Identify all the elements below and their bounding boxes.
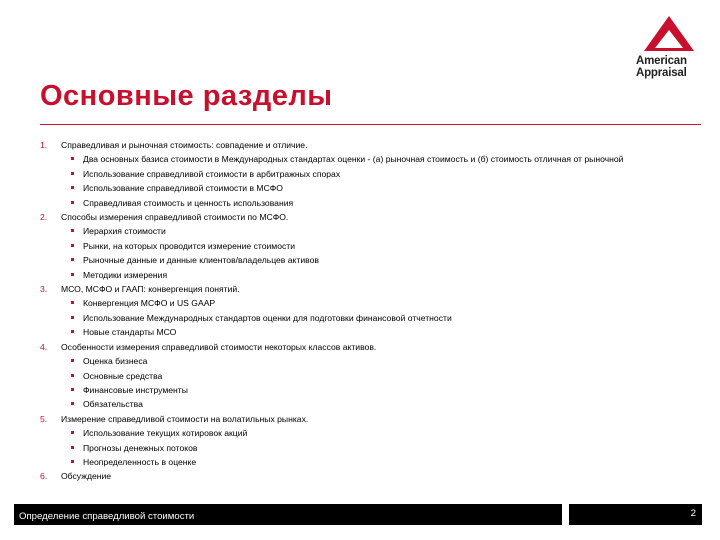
bullet-square-icon [71,201,74,204]
bullet-square-icon [71,460,74,463]
footer-bar [14,504,562,525]
list-item-text: Использование справедливой стоимости в МСФО [83,183,283,194]
list-item-text: Финансовые инструменты [83,384,188,395]
logo-wordmark [636,55,702,79]
title-divider [40,124,701,125]
section-number: 5. [40,413,48,424]
list-item [61,239,700,253]
bullet-square-icon [71,374,74,377]
bullet-square-icon [71,258,74,261]
list-item [61,224,700,238]
bullet-list [61,426,700,469]
bullet-square-icon [71,157,74,160]
section-heading: Способы измерения справедливой стоимости по МСФО. [61,212,289,223]
logo-line-1: American [636,55,687,67]
list-item-text: Иерархия стоимости [83,226,166,237]
list-item [61,383,700,397]
list-item [61,296,700,310]
list-item [61,268,700,282]
bullet-square-icon [71,446,74,449]
list-item [61,426,700,440]
list-item [61,253,700,267]
bullet-square-icon [71,330,74,333]
bullet-square-icon [71,388,74,391]
list-item [61,455,700,469]
section-number: 3. [40,284,48,295]
section-item [40,282,700,340]
logo-line-2: Appraisal [636,67,687,79]
list-item-text: Рынки, на которых проводится измерение стоимости [83,240,296,251]
section-number: 1. [40,140,48,150]
list-item [61,181,700,195]
section-number: 4. [40,341,48,352]
section-outline [40,138,700,484]
list-item-text: Использование текущих котировок акций [83,428,248,439]
list-item-text: Новые стандарты МСО [83,327,177,338]
section-number: 6. [40,471,48,482]
bullet-square-icon [71,229,74,232]
page-number: 2 [690,508,696,519]
list-item [61,354,700,368]
section-heading: Измерение справедливой стоимости на волатильных рынках. [61,413,309,424]
list-item-text: Использование справедливой стоимости в арбитражных спорах [83,168,341,179]
company-logo [636,14,702,94]
list-item-text: Прогнозы денежных потоков [83,442,198,453]
list-item [61,167,700,181]
bullet-square-icon [71,273,74,276]
bullet-square-icon [71,359,74,362]
page-title: Основные разделы [40,80,333,112]
list-item [61,152,700,166]
list-item-text: Оценка бизнеса [83,356,148,367]
list-item-text: Неопределенность в оценке [83,456,197,467]
list-item-text: Основные средства [83,370,163,381]
section-heading: Особенности измерения справедливой стоимости некоторых классов активов. [61,341,377,352]
list-item-text: Использование Международных стандартов оценки для подготовки финансовой отчетности [83,312,452,323]
footer-page-box [569,504,702,525]
list-item [61,441,700,455]
bullet-list [61,354,700,412]
bullet-list [61,296,700,339]
list-item [61,369,700,383]
list-item [61,397,700,411]
section-heading: Справедливая и рыночная стоимость: совпадение и отличие. [61,140,308,150]
list-item-text: Два основных базиса стоимости в Международных стандартах оценки - (а) рыночная стоимость и (б) стоимость отличная от рыночной [83,154,624,165]
bullet-square-icon [71,316,74,319]
list-item-text: Конвергенция МСФО и US GAAP [83,298,216,309]
list-item [61,196,700,210]
section-item [40,469,700,483]
bullet-square-icon [71,172,74,175]
list-item [61,311,700,325]
section-heading: Обсуждение [61,471,112,482]
section-item [40,138,700,210]
bullet-square-icon [71,431,74,434]
list-item-text: Справедливая стоимость и ценность использования [83,197,294,208]
list-item-text: Рыночные данные и данные клиентов/владельцев активов [83,255,319,266]
list-item [61,325,700,339]
bullet-square-icon [71,244,74,247]
bullet-square-icon [71,301,74,304]
section-item [40,412,700,470]
section-item [40,340,700,412]
list-item-text: Методики измерения [83,269,168,280]
triangle-logo-icon [642,14,696,52]
list-item-text: Обязательства [83,399,143,410]
bullet-square-icon [71,186,74,189]
bullet-list [61,152,700,210]
section-item [40,210,700,282]
bullet-square-icon [71,402,74,405]
footer-label: Определение справедливой стоимости [19,511,195,522]
bullet-list [61,224,700,282]
section-number: 2. [40,212,48,223]
section-heading: МСО, МСФО и ГААП: конвергенция понятий. [61,284,240,295]
